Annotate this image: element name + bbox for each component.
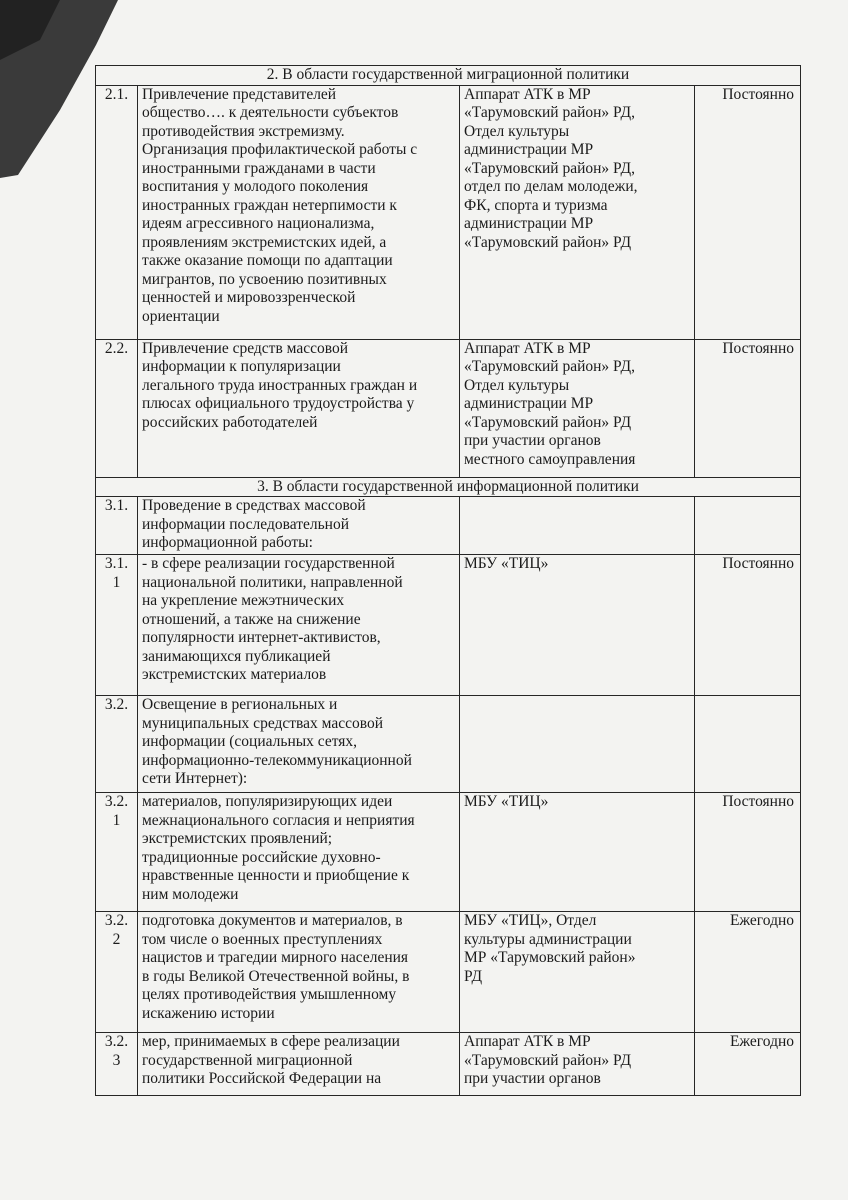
period-text: Постоянно xyxy=(695,793,801,912)
row-number: 3.2. xyxy=(96,696,138,793)
executor-text: МБУ «ТИЦ» xyxy=(460,793,695,912)
activity-text: подготовка документов и материалов, в том числе о военных преступлениях нацистов и трагедии мирного населения в годы Великой Отечественной войны, в целях противодействия умышленному искажению истории xyxy=(138,912,460,1033)
activity-text: Проведение в средствах массовой информации последовательной информационной работы: xyxy=(138,497,460,555)
row-number: 3.2. 1 xyxy=(96,793,138,912)
period-text: Ежегодно xyxy=(695,1033,801,1096)
period-text: Постоянно xyxy=(695,85,801,339)
table-row xyxy=(96,339,801,477)
table-row xyxy=(96,555,801,696)
executor-text: МБУ «ТИЦ» xyxy=(460,555,695,696)
row-number: 3.2. 2 xyxy=(96,912,138,1033)
table-row xyxy=(96,497,801,555)
executor-text: МБУ «ТИЦ», Отдел культуры администрации МР «Тарумовский район» РД xyxy=(460,912,695,1033)
row-number: 3.2. 3 xyxy=(96,1033,138,1096)
period-text: Постоянно xyxy=(695,555,801,696)
period-text: Постоянно xyxy=(695,339,801,477)
executor-text: Аппарат АТК в МР «Тарумовский район» РД при участии органов xyxy=(460,1033,695,1096)
table-row xyxy=(96,912,801,1033)
activity-text: - в сфере реализации государственной национальной политики, направленной на укрепление межэтнических отношений, а также на снижение популярности интернет-активистов, занимающихся публикацией экстремистских материалов xyxy=(138,555,460,696)
section-title: 2. В области государственной миграционной политики xyxy=(96,66,801,86)
period-text xyxy=(695,497,801,555)
section-header-row xyxy=(96,66,801,86)
table-row xyxy=(96,793,801,912)
section-header-row xyxy=(96,477,801,497)
row-number: 3.1. 1 xyxy=(96,555,138,696)
activity-text: материалов, популяризирующих идеи межнационального согласия и неприятия экстремистских проявлений; традиционные российские духовно- нравственные ценности и приобщение к ним молодежи xyxy=(138,793,460,912)
activity-text: Привлечение представителей общество…. к деятельности субъектов противодействия экстремизму. Организация профилактической работы с иностранными гражданами в части воспитания у молодого поколения иностранных граждан нетерпимости к идеям агрессивного национализма, проявлениям экстремистских идей, а также оказание помощи по адаптации мигрантов, по усвоению позитивных ценностей и мировоззренческой ориентации xyxy=(138,85,460,339)
period-text xyxy=(695,696,801,793)
executor-text: Аппарат АТК в МР «Тарумовский район» РД, Отдел культуры администрации МР «Тарумовский район» РД, отдел по делам молодежи, ФК, спорта и туризма администрации МР «Тарумовский район» РД xyxy=(460,85,695,339)
table-row xyxy=(96,696,801,793)
table-row xyxy=(96,1033,801,1096)
table-row xyxy=(96,85,801,339)
activity-text: Привлечение средств массовой информации к популяризации легального труда иностранных граждан и плюсах официального трудоустройства у российских работодателей xyxy=(138,339,460,477)
executor-text xyxy=(460,696,695,793)
measures-table xyxy=(95,65,801,1096)
activity-text: мер, принимаемых в сфере реализации государственной миграционной политики Российской Федерации на xyxy=(138,1033,460,1096)
row-number: 2.1. xyxy=(96,85,138,339)
activity-text: Освещение в региональных и муниципальных средствах массовой информации (социальных сетях, информационно-телекоммуникационной сети Интернет): xyxy=(138,696,460,793)
row-number: 2.2. xyxy=(96,339,138,477)
row-number: 3.1. xyxy=(96,497,138,555)
period-text: Ежегодно xyxy=(695,912,801,1033)
executor-text: Аппарат АТК в МР «Тарумовский район» РД, Отдел культуры администрации МР «Тарумовский район» РД при участии органов местного самоуправления xyxy=(460,339,695,477)
executor-text xyxy=(460,497,695,555)
section-title: 3. В области государственной информационной политики xyxy=(96,477,801,497)
